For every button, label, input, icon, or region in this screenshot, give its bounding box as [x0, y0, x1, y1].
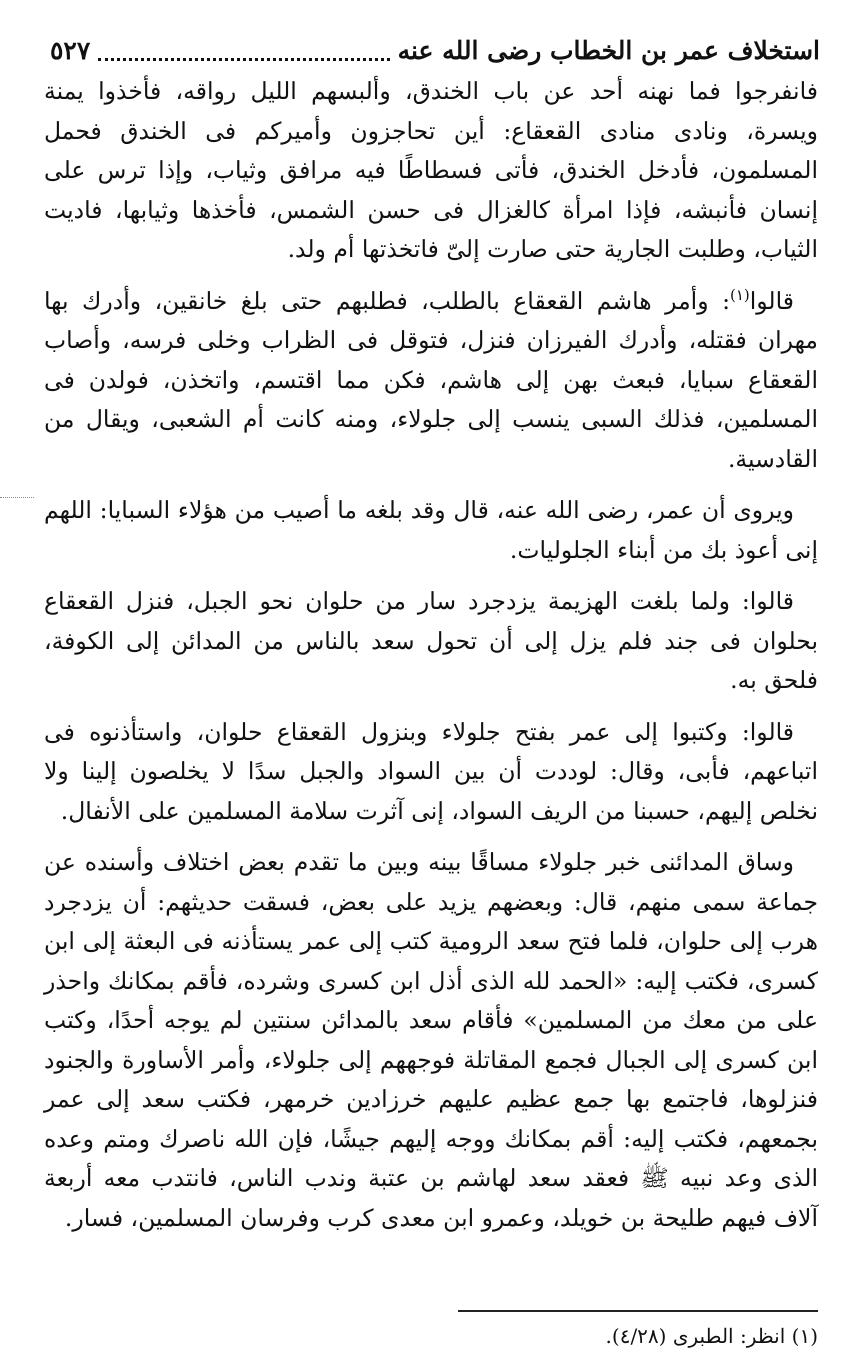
footnote-reference[interactable]: (١)	[729, 285, 750, 304]
paragraph: قالوا: ولما بلغت الهزيمة يزدجرد سار من حلوان نحو الجبل، فنزل القعقاع بحلوان فى جند فلم يزل إلى أن تحول سعد بالناس من المدائن إلى الكوفة، فلحق به.	[44, 587, 818, 694]
paragraph: قالوا: وكتبوا إلى عمر بفتح جلولاء وبنزول القعقاع حلوان، واستأذنوه فى اتباعهم، فأبى، وقال: لوددت أن بين السواد والجبل سدًا لا يخلصون إلينا ولا نخلص إليهم، حسبنا من الريف السواد، إنى آثرت سلامة المسلمين على الأنفال.	[44, 717, 818, 825]
main-text	[44, 72, 818, 1250]
paragraph: وساق المدائنى خبر جلولاء مساقًا بينه وبين ما تقدم بعض اختلاف وأسنده عن جماعة سمى منهم، قال: وبعضهم يزيد على بعض، فسقت حديثهم: أن يزدجرد هرب إلى حلوان، فلما فتح سعد الرومية كتب إلى عمر يستأذنه فى البعثة إلى ابن كسرى، فكتب إليه: «الحمد لله الذى أذل ابن كسرى وشرده، فأقم بمكانك واحذر على من معك من المسلمين» فأقام سعد بالمدائن سنتين لم يوجه أحدًا، وكتب ابن كسرى إلى الجبال فجمع المقاتلة فوجههم إلى جلولاء، وأمر الأساورة والجنود فنزلوها، فاجتمع بها جمع عظيم عليهم خرزادين خرمهر، فكتب سعد إلى عمر بجمعهم، فكتب إليه: أقم بمكانك ووجه إليهم جيشًا، فإن الله ناصرك ومتم وعده الذى وعد نبيه ﷺ فعقد سعد لهاشم بن عتبة وندب الناس، فانتدب معه أربعة آلاف فيهم طليحة بن خويلد، وعمرو ابن معدى كرب وفرسان المسلمين، فسار.	[44, 848, 818, 1232]
paragraph-lead: قالوا	[749, 286, 794, 315]
paragraph: ويروى أن عمر، رضى الله عنه، قال وقد بلغه ما أصيب من هؤلاء السبايا: اللهم إنى أعوذ بك من أبناء الجلوليات.	[44, 496, 818, 564]
footnote: (١) انظر: الطبرى (٤/٢٨).	[605, 1324, 818, 1348]
margin-mark	[0, 497, 34, 498]
footnote-divider	[458, 1310, 818, 1312]
paragraph	[44, 282, 818, 480]
running-title: استخلاف عمر بن الخطاب رضى الله عنه	[397, 35, 820, 65]
header-dot-leader	[98, 40, 389, 61]
running-header	[50, 30, 820, 70]
paragraph-text: : وأمر هاشم القعقاع بالطلب، فطلبهم حتى بلغ خانقين، وأدرك بها مهران فقتله، وأدرك الفيرزان فنزل، فتوقل فى الظراب وخلى فرسه، وأصاب القعقاع سبايا، فبعث بهن إلى هاشم، فكن مما اقتسم، واتخذن، فولدن فى المسلمين، فذلك السبى ينسب إلى جلولاء، ومنه كانت أم الشعبى، ويقال من القادسية.	[44, 286, 818, 473]
page-number: ٥٢٧	[50, 35, 91, 65]
paragraph: فانفرجوا فما نهنه أحد عن باب الخندق، وألبسهم الليل رواقه، فأخذوا يمنة ويسرة، ونادى منادى القعقاع: أين تحاجزون وأميركم فى الخندق فحمل المسلمون، فأدخل الخندق، فأتى فسطاطًا فيه مرافق وثياب، وإذا ترس على إنسان فأنبشه، فإذا امرأة كالغزال فى حسن الشمس، فأخذها وثيابها، فاديت الثياب، وطلبت الجارية حتى صارت إلىّ فاتخذتها أم ولد.	[44, 77, 818, 263]
